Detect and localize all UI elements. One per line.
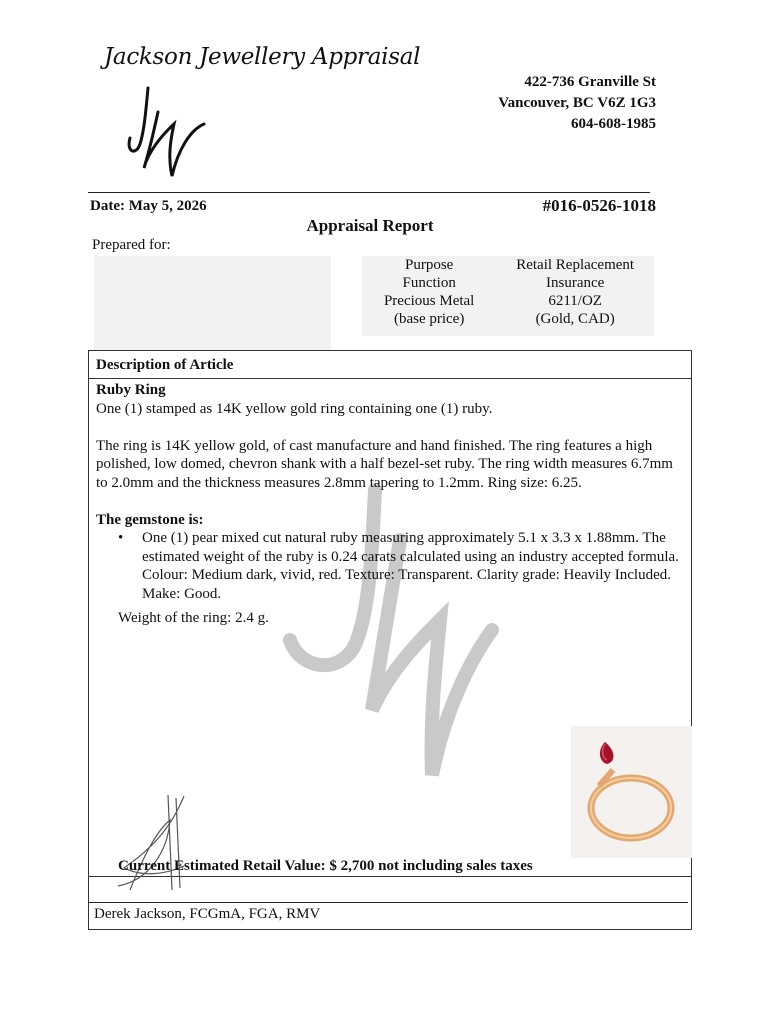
purpose-label: Function bbox=[402, 275, 456, 291]
report-title: Appraisal Report bbox=[306, 216, 434, 235]
purpose-label: (base price) bbox=[393, 311, 465, 327]
address-line2: Vancouver, BC V6Z 1G3 bbox=[498, 95, 656, 111]
purpose-row bbox=[362, 256, 654, 274]
gemstone-description: One (1) pear mixed cut natural ruby measuring approximately 5.1 x 3.3 x 1.88mm. The estimated weight of the ruby is 0.24 carats calculated using an industry accepted formula. Colour: Medium dark, vivid, red. Texture: Transparent. Clarity grade: Heavily Included. Make: Good. bbox=[142, 530, 679, 602]
signature-image bbox=[110, 790, 200, 900]
purpose-panel bbox=[362, 256, 654, 336]
ring-weight: Weight of the ring: 2.4 g. bbox=[118, 610, 269, 626]
report-number: #016-0526-1018 bbox=[542, 196, 656, 215]
item-details: The ring is 14K yellow gold, of cast manufacture and hand finished. The ring features a high polished, low domed, chevron shank with a half bezel-set ruby. The ring width measures 6.7mm to 2.0mm and the thickness measures 2.8mm tapering to 1.2mm. Ring size: 6.25. bbox=[96, 437, 673, 491]
purpose-value: Retail Replacement bbox=[516, 257, 635, 273]
bullet-icon: • bbox=[118, 530, 124, 546]
frame-divider bbox=[88, 378, 692, 379]
header-divider bbox=[88, 192, 650, 193]
report-date: Date: May 5, 2026 bbox=[90, 198, 207, 214]
gemstone-heading: The gemstone is: bbox=[96, 511, 204, 528]
description-body bbox=[96, 381, 686, 628]
purpose-row bbox=[362, 292, 654, 310]
purpose-row bbox=[362, 310, 654, 328]
retail-value: Current Estimated Retail Value: $ 2,700 not including sales taxes bbox=[118, 858, 533, 874]
item-title: Ruby Ring bbox=[96, 382, 166, 398]
brand-name: Jackson Jewellery Appraisal bbox=[104, 44, 421, 70]
purpose-label: Precious Metal bbox=[383, 293, 475, 309]
purpose-label: Purpose bbox=[404, 257, 454, 273]
description-heading: Description of Article bbox=[96, 357, 234, 373]
signature-line bbox=[88, 902, 688, 903]
purpose-row bbox=[362, 274, 654, 292]
ring-photo bbox=[571, 726, 692, 858]
appraiser-name: Derek Jackson, FCGmA, FGA, RMV bbox=[94, 906, 321, 922]
phone-number: 604-608-1985 bbox=[571, 116, 656, 132]
prepared-for-label: Prepared for: bbox=[92, 237, 171, 253]
item-summary: One (1) stamped as 14K yellow gold ring containing one (1) ruby. bbox=[96, 400, 493, 417]
jj-monogram-logo bbox=[118, 80, 208, 180]
purpose-value: (Gold, CAD) bbox=[535, 311, 615, 327]
address-line1: 422-736 Granville St bbox=[524, 74, 656, 90]
purpose-value: Insurance bbox=[546, 275, 605, 291]
purpose-value: 6211/OZ bbox=[548, 293, 602, 309]
business-address bbox=[498, 72, 656, 135]
purpose-table bbox=[362, 256, 654, 328]
prepared-for-box bbox=[94, 256, 331, 350]
gemstone-bullet bbox=[96, 529, 686, 603]
